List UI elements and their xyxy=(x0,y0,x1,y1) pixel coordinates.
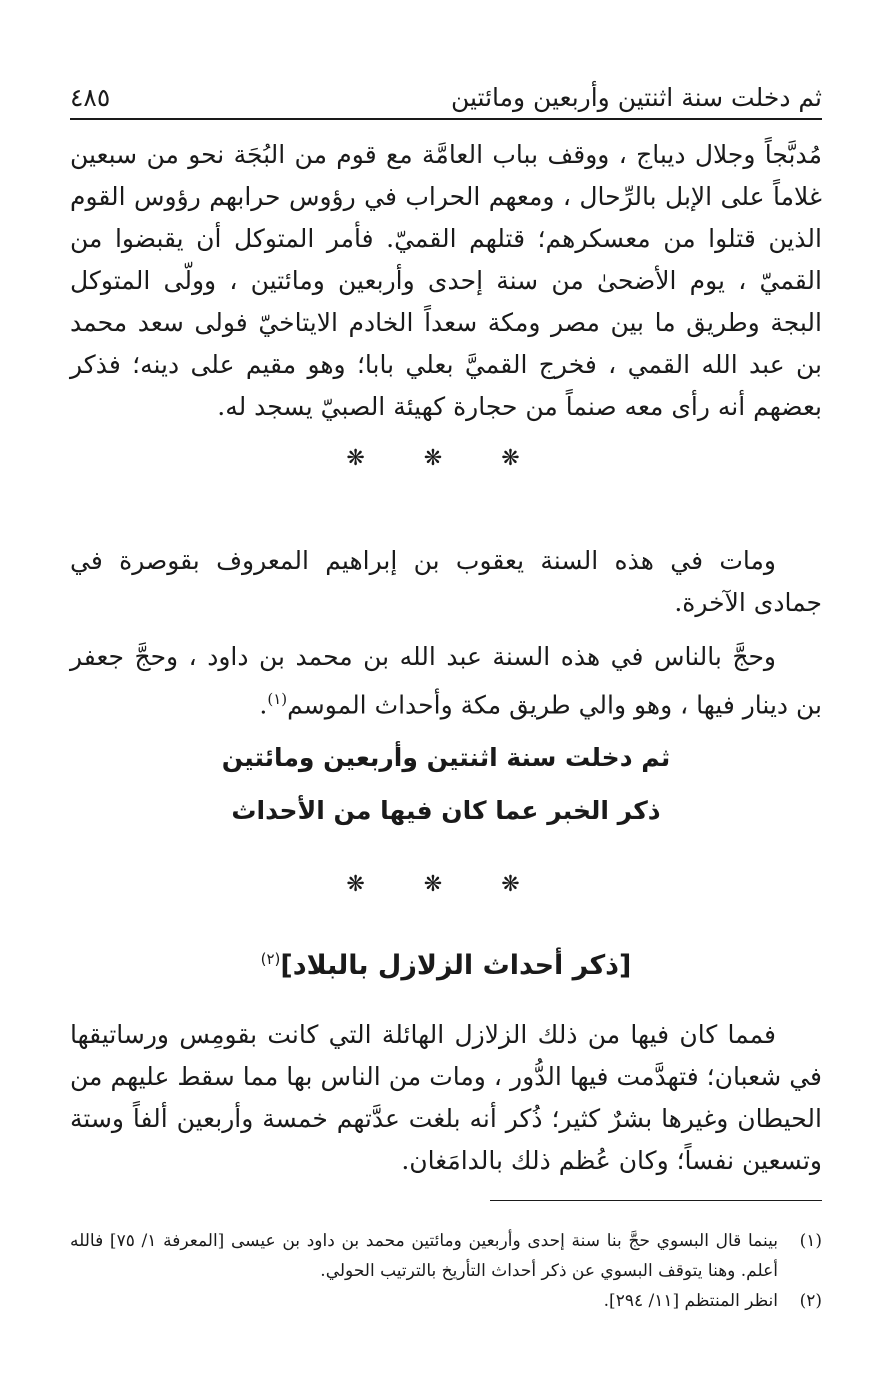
paragraph-2 xyxy=(70,540,822,624)
running-head-title: ثم دخلت سنة اثنتين وأربعين ومائتين xyxy=(450,83,822,112)
section-separator: ❋ ❋ ❋ xyxy=(346,446,546,471)
footnote-mark: (١) xyxy=(799,1231,822,1251)
footnote-reference[interactable]: (٢) xyxy=(260,950,281,968)
footnote-text: بينما قال البسوي حجَّ بنا سنة إحدى وأربعين ومائتين محمد بن داود بن عيسى [المعرفة ١/ ٧٥] فالله أعلم. وهنا يتوقف البسوي عن ذكر أحداث التأريخ بالترتيب الحولي. xyxy=(70,1231,779,1281)
paragraph-text: ومات في هذه السنة يعقوب بن إبراهيم المعروف بقوصرة في جمادى الآخرة. xyxy=(70,546,822,617)
book-page xyxy=(70,0,822,1388)
paragraph-text: فمما كان فيها من ذلك الزلازل الهائلة التي كانت بقومِس ورساتيقها في شعبان؛ فتهدَّمت فيها الدُّور ، ومات من الناس بها مما سقط عليهم من الحيطان وغيرها بشرٌ كثير؛ ذُكر أنه بلغت عدَّتهم خمسة وأربعين ألفاً وستة وتسعين نفساً؛ وكان عُظم ذلك بالدامَغان. xyxy=(70,1020,822,1175)
paragraph-end: . xyxy=(259,690,268,720)
footnote-2 xyxy=(70,1286,822,1316)
page-number: ٤٨٥ xyxy=(70,83,111,112)
paragraph-body: وحجَّ بالناس في هذه السنة عبد الله بن محمد بن داود ، وحجَّ جعفر بن دينار فيها ، وهو والي طريق مكة وأحداث الموسم xyxy=(70,642,822,720)
paragraph-text: مُدبَّجاً وجلال ديباج ، ووقف بباب العامَّة مع قوم من البُجَة نحو من سبعين غلاماً على الإبل بالرِّحال ، ومعهم الحراب في رؤوس حرابهم رؤوس القوم الذين قتلوا من معسكرهم؛ قتلهم القميّ. فأمر المتوكل أن يقبضوا من القميّ ، يوم الأضحىٰ من سنة إحدى وأربعين ومائتين ، وولّى المتوكل البجة وطريق ما بين مصر ومكة سعداً الخادم الايتاخيّ فولى سعد محمد بن عبد الله القمي ، فخرج القميَّ بعلي بابا؛ وهو مقيم على دينه؛ فذكر بعضهم أنه رأى معه صنماً من حجارة كهيئة الصبيّ يسجد له. xyxy=(70,140,822,421)
paragraph-text xyxy=(70,636,822,726)
paragraph-1 xyxy=(70,134,822,428)
footnote-reference[interactable]: (١) xyxy=(267,690,288,708)
chapter-subheading: ذكر الخبر عما كان فيها من الأحداث xyxy=(231,796,661,825)
footnotes xyxy=(70,1226,822,1316)
chapter-heading: ثم دخلت سنة اثنتين وأربعين ومائتين xyxy=(221,743,671,772)
paragraph-3 xyxy=(70,636,822,726)
footnote-1 xyxy=(70,1226,822,1286)
section-heading xyxy=(70,950,822,981)
paragraph-4 xyxy=(70,1014,822,1182)
footnote-text: انظر المنتظم [١١/ ٢٩٤]. xyxy=(603,1291,778,1311)
section-heading-text: [ذكر أحداث الزلازل بالبلاد] xyxy=(280,950,632,981)
section-separator: ❋ ❋ ❋ xyxy=(346,872,546,897)
footnote-rule xyxy=(490,1200,822,1201)
header-rule xyxy=(70,118,822,120)
footnote-mark: (٢) xyxy=(799,1291,822,1311)
running-head xyxy=(70,72,822,116)
